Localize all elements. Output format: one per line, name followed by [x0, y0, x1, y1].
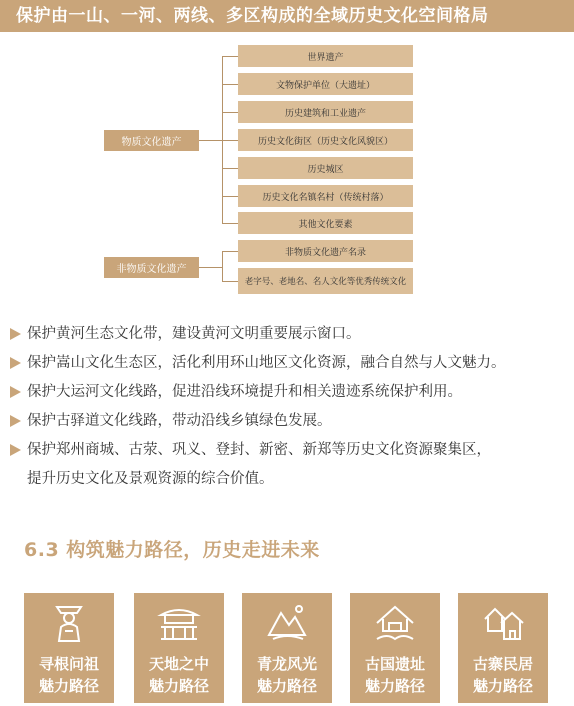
bullet-item: [10, 407, 570, 436]
branch-line: [222, 251, 238, 252]
ancient-site-icon: [373, 601, 417, 645]
tree-item-traditional-culture: 老字号、老地名、名人文化等优秀传统文化: [238, 268, 413, 294]
tree-item-historic-buildings: 历史建筑和工业遗产: [238, 101, 413, 123]
branch-line: [222, 112, 238, 113]
card-subtitle: 魅力路径: [38, 677, 99, 695]
village-house-icon: [481, 601, 525, 645]
branch-line: [222, 281, 238, 282]
bullet-text: 保护黄河生态文化带，建设黄河文明重要展示窗口。: [27, 326, 361, 342]
card-title: 古国遗址: [364, 655, 425, 673]
card-title: 青龙风光: [256, 655, 317, 673]
tree-item-other-elements: 其他文化要素: [238, 212, 413, 234]
ancestor-figure-icon: [47, 601, 91, 645]
card-subtitle: 魅力路径: [148, 677, 209, 695]
triangle-bullet-icon: [10, 357, 21, 369]
branch-line: [222, 84, 238, 85]
material-heritage-category: 物质文化遗产: [104, 130, 199, 151]
card-subtitle: 魅力路径: [256, 677, 317, 695]
bullet-text-continuation: 提升历史文化及景观资源的综合价值。: [27, 471, 274, 487]
triangle-bullet-icon: [10, 415, 21, 427]
bullet-text: 保护古驿道文化线路，带动沿线乡镇绿色发展。: [27, 413, 332, 429]
palace-building-icon: [157, 601, 201, 645]
branch-line: [222, 168, 238, 169]
section-number: 6.3: [24, 539, 60, 561]
tree-item-historic-blocks: 历史文化街区（历史文化风貌区）: [238, 129, 413, 151]
bullet-text: 保护嵩山文化生态区，活化利用环山地区文化资源，融合自然与人文魅力。: [27, 355, 506, 371]
intangible-stem-line: [199, 267, 223, 268]
bullet-text: 保护大运河文化线路，促进沿线环境提升和相关遗迹系统保护利用。: [27, 384, 462, 400]
tree-item-historic-towns: 历史文化名镇名村（传统村落）: [238, 185, 413, 207]
branch-line: [222, 223, 238, 224]
triangle-bullet-icon: [10, 386, 21, 398]
bullet-text: 保护郑州商城、古荥、巩义、登封、新密、新郑等历史文化资源聚集区，: [27, 442, 491, 458]
triangle-bullet-icon: [10, 328, 21, 340]
route-card-center: [134, 593, 224, 703]
route-card-ancient-state: [350, 593, 440, 703]
card-title: 古寨民居: [472, 655, 533, 673]
card-subtitle: 魅力路径: [472, 677, 533, 695]
section-heading: [24, 535, 320, 562]
bullet-item: [10, 436, 570, 465]
bullet-item: [10, 349, 570, 378]
tree-item-protected-units: 文物保护单位（大遗址）: [238, 73, 413, 95]
card-subtitle: 魅力路径: [364, 677, 425, 695]
card-title: 天地之中: [148, 655, 209, 673]
tree-item-world-heritage: 世界遗产: [238, 45, 413, 67]
intangible-trunk-line: [222, 251, 223, 281]
tree-item-historic-city: 历史城区: [238, 157, 413, 179]
branch-line: [222, 196, 238, 197]
route-card-scenery: [242, 593, 332, 703]
card-title: 寻根问祖: [38, 655, 99, 673]
page-header: 保护由一山、一河、两线、多区构成的全域历史文化空间格局: [0, 0, 574, 32]
route-card-ancestor: [24, 593, 114, 703]
route-card-village: [458, 593, 548, 703]
branch-line: [222, 140, 238, 141]
mountain-landscape-icon: [265, 601, 309, 645]
tree-item-intangible-list: 非物质文化遗产名录: [238, 240, 413, 262]
triangle-bullet-icon: [10, 444, 21, 456]
bullet-list: [10, 320, 570, 494]
bullet-item: [10, 320, 570, 349]
intangible-heritage-category: 非物质文化遗产: [104, 257, 199, 278]
section-title-text: 构筑魅力路径，历史走进未来: [66, 539, 320, 561]
material-stem-line: [199, 140, 223, 141]
bullet-item: [10, 378, 570, 407]
branch-line: [222, 56, 238, 57]
